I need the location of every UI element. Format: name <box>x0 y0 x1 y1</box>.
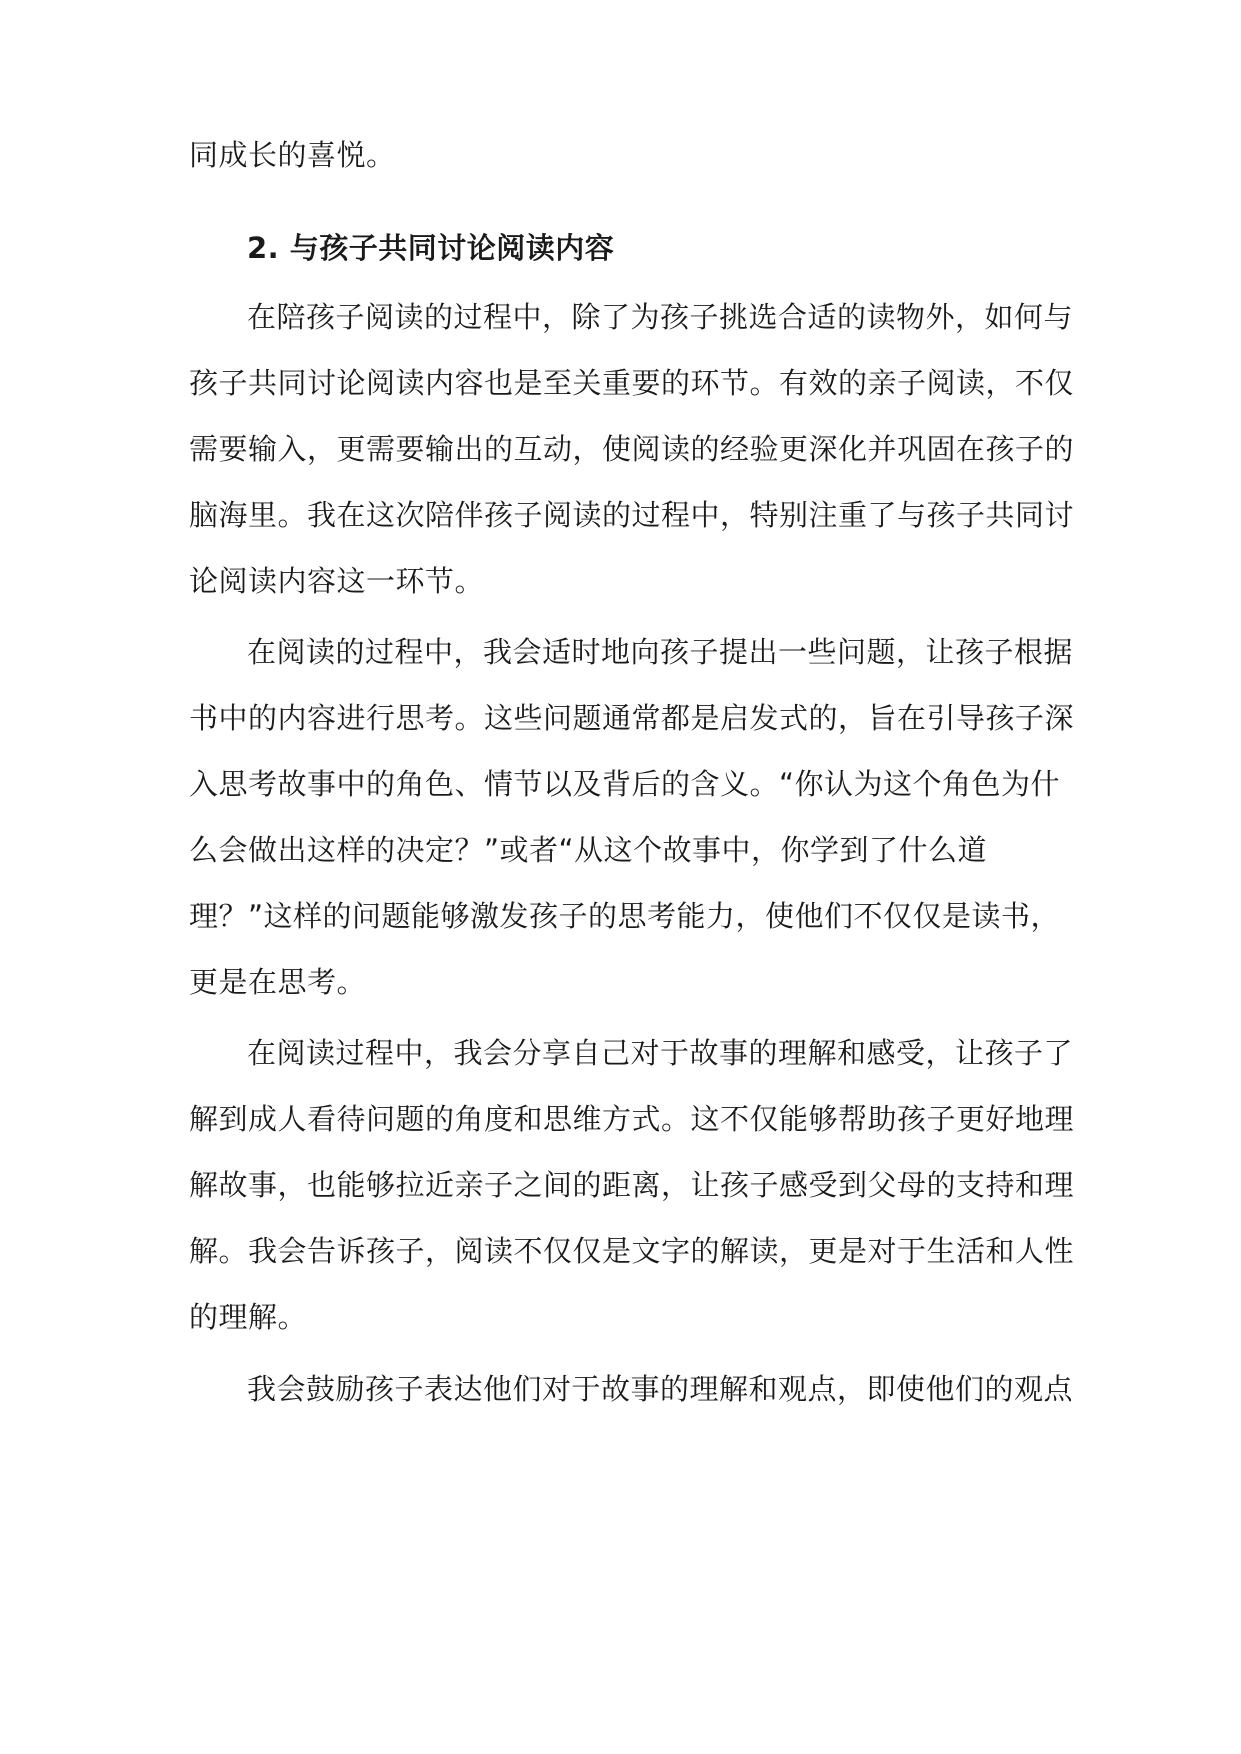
paragraph-line: 的理解。 <box>189 1300 308 1334</box>
paragraph-line: 书中的内容进行思考。这些问题通常都是启发式的，旨在引导孩子深 <box>189 701 1075 735</box>
paragraph-line: 入思考故事中的角色、情节以及背后的含义。“你认为这个角色为什 <box>189 767 1061 801</box>
paragraph-line: 在阅读过程中，我会分享自己对于故事的理解和感受，让孩子了 <box>247 1036 1074 1070</box>
section-heading: 2. 与孩子共同讨论阅读内容 <box>247 231 615 265</box>
paragraph-line: 在阅读的过程中，我会适时地向孩子提出一些问题，让孩子根据 <box>247 635 1074 669</box>
paragraph-line: 脑海里。我在这次陪伴孩子阅读的过程中，特别注重了与孩子共同讨 <box>189 498 1075 532</box>
paragraph-line: 我会鼓励孩子表达他们对于故事的理解和观点，即使他们的观点 <box>247 1372 1074 1406</box>
paragraph-line: 在陪孩子阅读的过程中，除了为孩子挑选合适的读物外，如何与 <box>247 300 1074 334</box>
paragraph-line: 论阅读内容这一环节。 <box>189 564 485 598</box>
paragraph-line: 孩子共同讨论阅读内容也是至关重要的环节。有效的亲子阅读，不仅 <box>189 366 1075 400</box>
paragraph-line: 么会做出这样的决定？”或者“从这个故事中，你学到了什么道 <box>189 833 988 867</box>
paragraph-line: 同成长的喜悦。 <box>189 138 396 172</box>
paragraph-line: 理？”这样的问题能够激发孩子的思考能力，使他们不仅仅是读书， <box>189 899 1061 933</box>
paragraph-line: 更是在思考。 <box>189 965 367 999</box>
paragraph-line: 需要输入，更需要输出的互动，使阅读的经验更深化并巩固在孩子的 <box>189 432 1075 466</box>
paragraph-line: 解。我会告诉孩子，阅读不仅仅是文字的解读，更是对于生活和人性 <box>189 1234 1075 1268</box>
paragraph-line: 解到成人看待问题的角度和思维方式。这不仅能够帮助孩子更好地理 <box>189 1102 1075 1136</box>
paragraph-line: 解故事，也能够拉近亲子之间的距离，让孩子感受到父母的支持和理 <box>189 1168 1075 1202</box>
